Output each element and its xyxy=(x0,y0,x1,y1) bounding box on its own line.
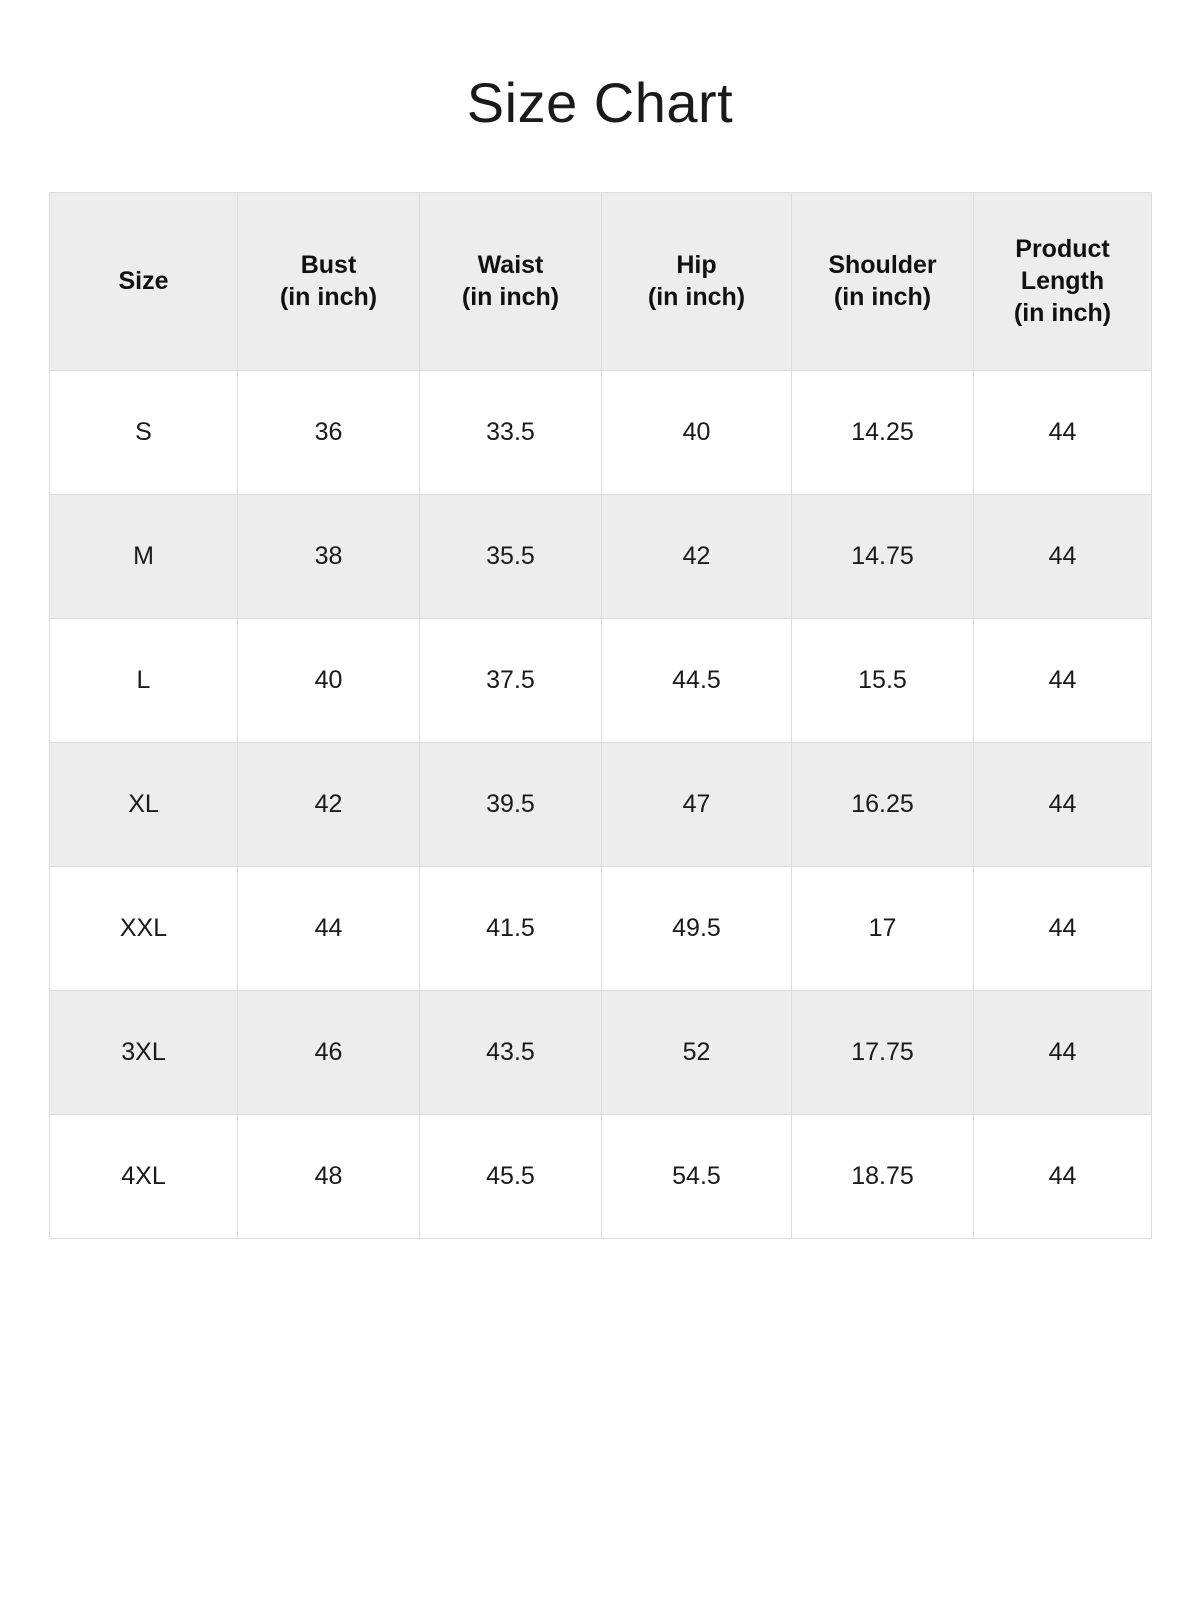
cell-hip: 52 xyxy=(602,990,792,1114)
cell-hip: 47 xyxy=(602,742,792,866)
cell-hip: 54.5 xyxy=(602,1114,792,1238)
cell-bust: 48 xyxy=(238,1114,420,1238)
column-header-size xyxy=(50,192,238,370)
cell-product-length: 44 xyxy=(974,494,1152,618)
cell-shoulder: 17 xyxy=(792,866,974,990)
cell-shoulder: 14.75 xyxy=(792,494,974,618)
cell-bust: 38 xyxy=(238,494,420,618)
column-header-hip-line1: Hip xyxy=(676,251,717,280)
cell-bust: 44 xyxy=(238,866,420,990)
cell-bust: 46 xyxy=(238,990,420,1114)
column-header-product-length-line3: (in inch) xyxy=(1013,299,1112,328)
table-header xyxy=(50,192,1152,370)
cell-bust: 40 xyxy=(238,618,420,742)
column-header-product-length xyxy=(974,192,1152,370)
column-header-bust-line2: (in inch) xyxy=(279,283,378,312)
cell-product-length: 44 xyxy=(974,1114,1152,1238)
table-body xyxy=(50,370,1152,1238)
cell-size: 4XL xyxy=(50,1114,238,1238)
cell-shoulder: 17.75 xyxy=(792,990,974,1114)
cell-product-length: 44 xyxy=(974,742,1152,866)
column-header-shoulder-line2: (in inch) xyxy=(833,283,932,312)
cell-waist: 35.5 xyxy=(420,494,602,618)
column-header-product-length-line1: Product xyxy=(1015,235,1110,264)
table-row xyxy=(50,618,1152,742)
table-header-row xyxy=(50,192,1152,370)
cell-shoulder: 14.25 xyxy=(792,370,974,494)
cell-waist: 41.5 xyxy=(420,866,602,990)
cell-size: M xyxy=(50,494,238,618)
cell-size: S xyxy=(50,370,238,494)
page-title: Size Chart xyxy=(466,71,734,134)
cell-hip: 42 xyxy=(602,494,792,618)
cell-waist: 45.5 xyxy=(420,1114,602,1238)
table-row xyxy=(50,370,1152,494)
table-row xyxy=(50,494,1152,618)
cell-hip: 49.5 xyxy=(602,866,792,990)
cell-waist: 43.5 xyxy=(420,990,602,1114)
size-chart-table-container xyxy=(49,134,1151,1239)
cell-shoulder: 15.5 xyxy=(792,618,974,742)
cell-bust: 42 xyxy=(238,742,420,866)
column-header-bust-line1: Bust xyxy=(300,251,357,280)
table-row xyxy=(50,1114,1152,1238)
cell-shoulder: 18.75 xyxy=(792,1114,974,1238)
cell-size: L xyxy=(50,618,238,742)
column-header-size-line1: Size xyxy=(118,267,169,296)
table-row xyxy=(50,990,1152,1114)
column-header-product-length-line2: Length xyxy=(1020,267,1105,296)
column-header-waist-line2: (in inch) xyxy=(461,283,560,312)
column-header-hip xyxy=(602,192,792,370)
cell-product-length: 44 xyxy=(974,990,1152,1114)
cell-shoulder: 16.25 xyxy=(792,742,974,866)
column-header-shoulder xyxy=(792,192,974,370)
column-header-waist-line1: Waist xyxy=(477,251,544,280)
cell-size: XL xyxy=(50,742,238,866)
cell-waist: 33.5 xyxy=(420,370,602,494)
cell-bust: 36 xyxy=(238,370,420,494)
cell-hip: 44.5 xyxy=(602,618,792,742)
cell-product-length: 44 xyxy=(974,370,1152,494)
size-chart-table xyxy=(49,192,1152,1239)
table-row xyxy=(50,866,1152,990)
column-header-waist xyxy=(420,192,602,370)
cell-product-length: 44 xyxy=(974,866,1152,990)
column-header-bust xyxy=(238,192,420,370)
cell-size: 3XL xyxy=(50,990,238,1114)
cell-product-length: 44 xyxy=(974,618,1152,742)
cell-size: XXL xyxy=(50,866,238,990)
table-row xyxy=(50,742,1152,866)
cell-waist: 39.5 xyxy=(420,742,602,866)
cell-hip: 40 xyxy=(602,370,792,494)
column-header-hip-line2: (in inch) xyxy=(647,283,746,312)
cell-waist: 37.5 xyxy=(420,618,602,742)
column-header-shoulder-line1: Shoulder xyxy=(828,251,937,280)
